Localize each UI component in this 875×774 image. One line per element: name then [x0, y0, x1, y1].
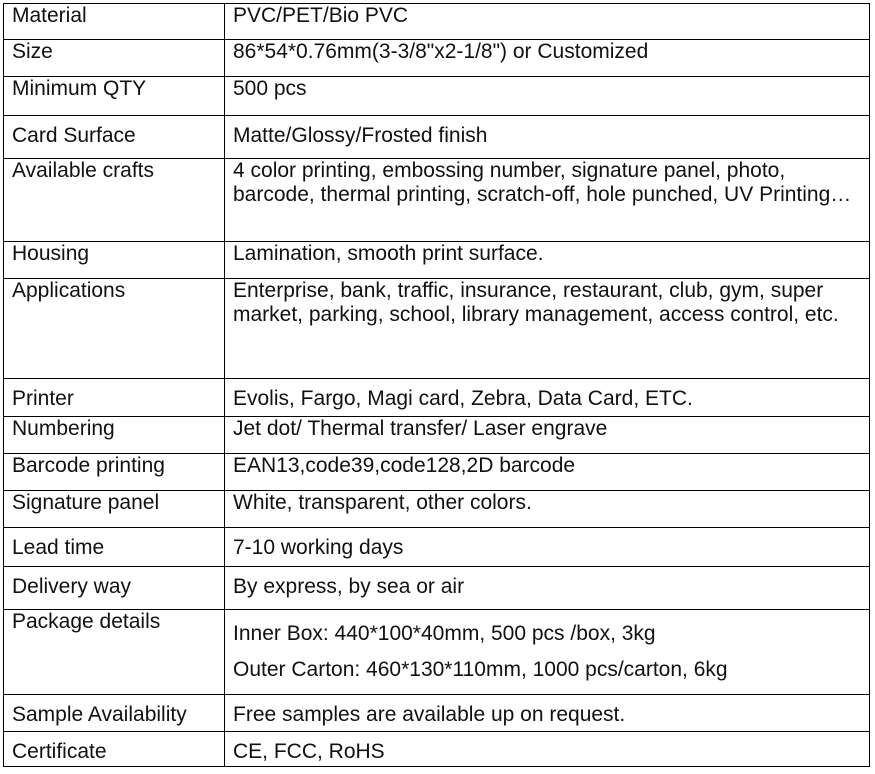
table-row [4, 610, 870, 695]
table-row [4, 159, 870, 242]
row-label: Available crafts [4, 159, 225, 242]
row-value: 7-10 working days [225, 528, 870, 567]
row-label: Applications [4, 279, 225, 379]
row-label: Card Surface [4, 116, 225, 159]
table-row [4, 77, 870, 116]
table-row [4, 379, 870, 417]
row-value: By express, by sea or air [225, 567, 870, 610]
row-label: Lead time [4, 528, 225, 567]
table-row [4, 4, 870, 40]
table-row [4, 732, 870, 767]
row-label: Sample Availability [4, 695, 225, 732]
table-row [4, 567, 870, 610]
row-value: EAN13,code39,code128,2D barcode [225, 454, 870, 491]
row-value: 86*54*0.76mm(3-3/8"x2-1/8") or Customized [225, 40, 870, 77]
row-label: Delivery way [4, 567, 225, 610]
row-value: 500 pcs [225, 77, 870, 116]
row-label: Certificate [4, 732, 225, 767]
table-row [4, 279, 870, 379]
row-label: Minimum QTY [4, 77, 225, 116]
table-row [4, 242, 870, 279]
row-value: CE, FCC, RoHS [225, 732, 870, 767]
row-value: PVC/PET/Bio PVC [225, 4, 870, 40]
table-row [4, 491, 870, 528]
row-label: Package details [4, 610, 225, 695]
row-label: Size [4, 40, 225, 77]
row-value: Matte/Glossy/Frosted finish [225, 116, 870, 159]
table-row [4, 528, 870, 567]
spec-table [3, 3, 870, 767]
row-value: Enterprise, bank, traffic, insurance, restaurant, club, gym, super market, parking, school, library management, access control, etc. [225, 279, 870, 379]
package-inner-box: Inner Box: 440*100*40mm, 500 pcs /box, 3kg [233, 622, 656, 645]
row-value: Free samples are available up on request. [225, 695, 870, 732]
row-value-group [225, 610, 870, 695]
table-row [4, 417, 870, 454]
package-outer-carton: Outer Carton: 460*130*110mm, 1000 pcs/carton, 6kg [233, 658, 728, 681]
row-label: Signature panel [4, 491, 225, 528]
row-value: Evolis, Fargo, Magi card, Zebra, Data Card, ETC. [225, 379, 870, 417]
row-value: Lamination, smooth print surface. [225, 242, 870, 279]
row-value: White, transparent, other colors. [225, 491, 870, 528]
row-label: Printer [4, 379, 225, 417]
row-label: Material [4, 4, 225, 40]
row-value: 4 color printing, embossing number, signature panel, photo, barcode, thermal printing, scratch-off, hole punched, UV Printing… [225, 159, 870, 242]
table-row [4, 116, 870, 159]
table-row [4, 40, 870, 77]
row-label: Housing [4, 242, 225, 279]
table-row [4, 454, 870, 491]
row-label: Barcode printing [4, 454, 225, 491]
row-label: Numbering [4, 417, 225, 454]
table-row [4, 695, 870, 732]
row-value: Jet dot/ Thermal transfer/ Laser engrave [225, 417, 870, 454]
